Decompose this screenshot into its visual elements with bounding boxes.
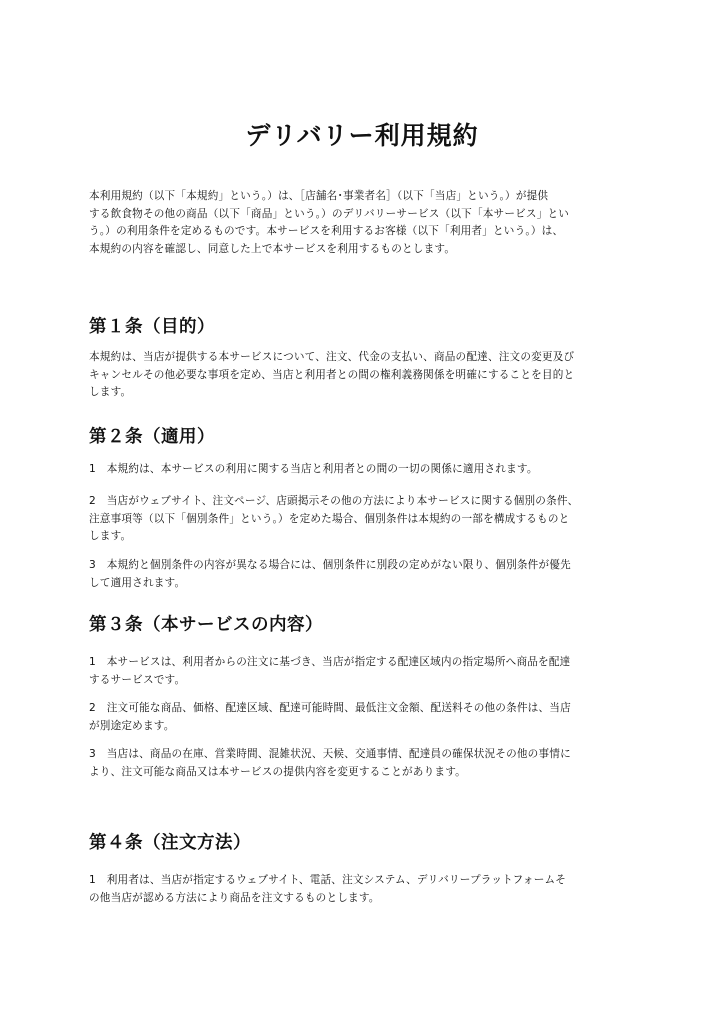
article-1-paragraph-1: 本規約は、当店が提供する本サービスについて、注文、代金の支払い、商品の配達、注文の変更及び キャンセルその他必要な事項を定め、当店と利用者との間の権利義務関係を明確にすることを目的と します。 xyxy=(89,351,575,398)
article-3-heading: 第３条（本サービスの内容） xyxy=(89,615,323,635)
article-2-paragraph-3: 3 本規約と個別条件の内容が異なる場合には、個別条件に別段の定めがない限り、個別条件が優先 して適用されます。 xyxy=(89,559,571,589)
article-2-paragraph-2: 2 当店がウェブサイト、注文ページ、店頭掲示その他の方法により本サービスに関する個別の条件、 注意事項等（以下「個別条件」という。）を定めた場合、個別条件は本規約の一部を構成するものと します。 xyxy=(89,495,579,542)
article-3-paragraph-1: 1 本サービスは、利用者からの注文に基づき、当店が指定する配達区域内の指定場所へ商品を配達 するサービスです。 xyxy=(89,656,571,686)
article-2-paragraph-1: 1 本規約は、本サービスの利用に関する当店と利用者との間の一切の関係に適用されます。 xyxy=(89,463,538,475)
intro-paragraph: 本利用規約（以下「本規約」という。）は、［店舗名･事業者名］（以下「当店」という。）が提供 する飲食物その他の商品（以下「商品」という。）のデリバリーサービス（以下「本サービス」とい う。）の利用条件を定めるものです。本サービスを利用するお客様（以下「利用者」という。）は、 本規約の内容を確認し、同意した上で本サービスを利用するものとします。 xyxy=(89,190,570,255)
article-1-heading: 第１条（目的） xyxy=(89,317,215,337)
article-4-heading: 第４条（注文方法） xyxy=(89,833,251,853)
document-title: デリバリー利用規約 xyxy=(245,121,479,150)
article-3-paragraph-3: 3 当店は、商品の在庫、営業時間、混雑状況、天候、交通事情、配達員の確保状況その他の事情に より、注文可能な商品又は本サービスの提供内容を変更することがあります。 xyxy=(89,748,571,778)
article-2-heading: 第２条（適用） xyxy=(89,427,215,447)
article-4-paragraph-1: 1 利用者は、当店が指定するウェブサイト、電話、注文システム、デリバリープラットフォームそ の他当店が認める方法により商品を注文するものとします。 xyxy=(89,874,567,904)
article-3-paragraph-2: 2 注文可能な商品、価格、配達区域、配達可能時間、最低注文金額、配送料その他の条件は、当店 が別途定めます。 xyxy=(89,702,571,732)
